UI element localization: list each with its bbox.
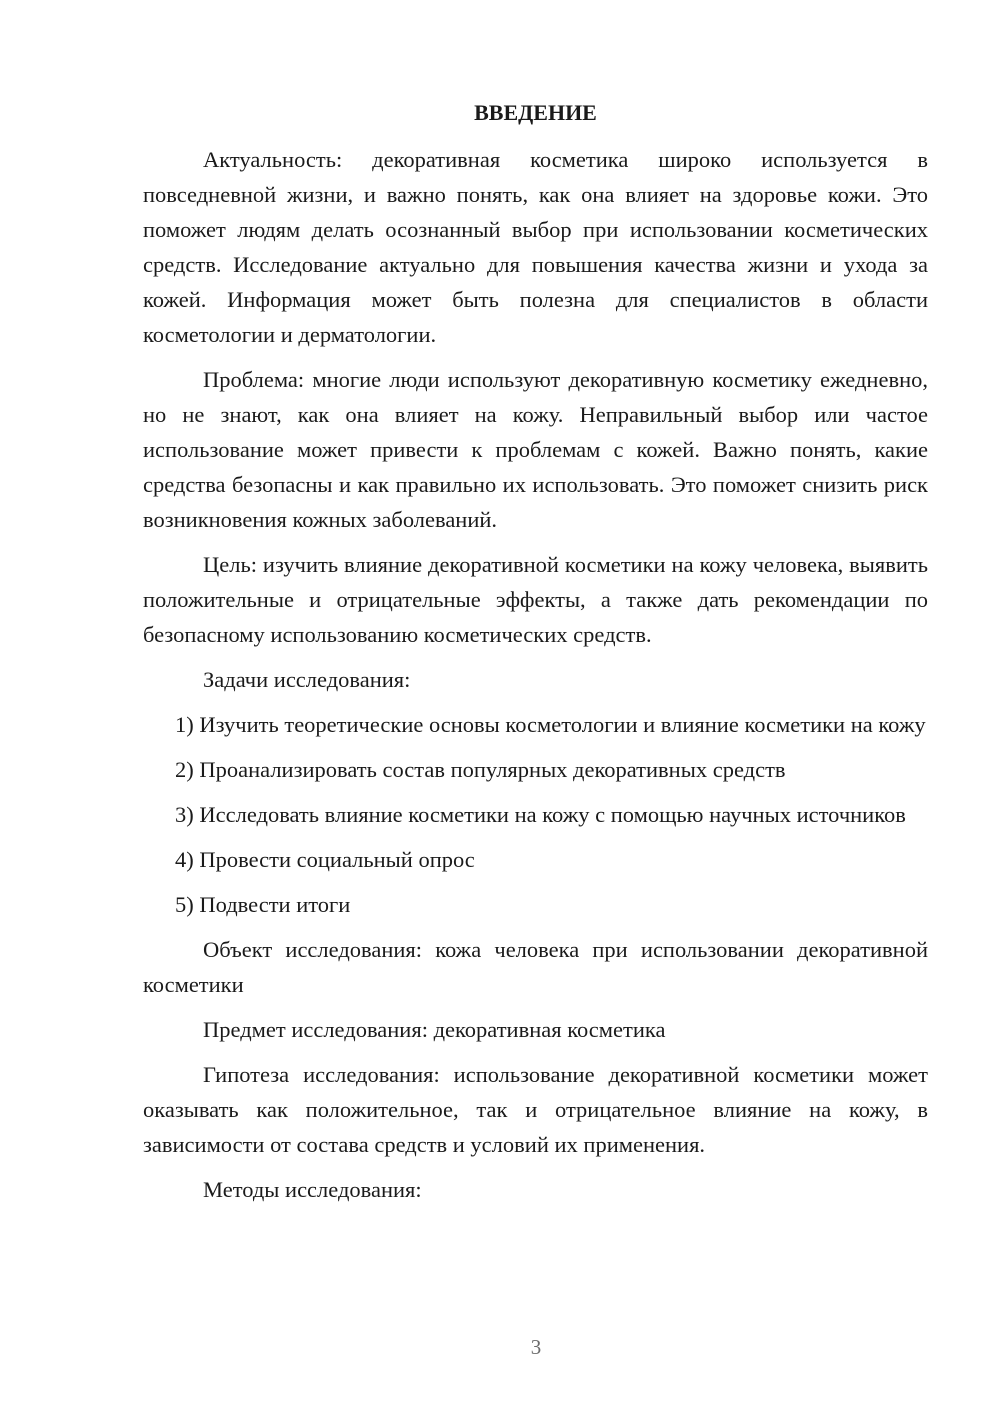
goal-paragraph: Цель: изучить влияние декоративной косметики на кожу человека, выявить положительные и отрицательные эффекты, а также дать рекомендации по безопасному использованию косметических средств.	[143, 552, 928, 647]
document-page	[143, 95, 928, 1217]
task-item-1: 1) Изучить теоретические основы косметологии и влияние косметики на кожу	[175, 712, 926, 737]
object-paragraph: Объект исследования: кожа человека при использовании декоративной косметики	[143, 937, 928, 997]
problem-paragraph: Проблема: многие люди используют декоративную косметику ежедневно, но не знают, как она влияет на кожу. Неправильный выбор или частое использование может привести к проблемам с кожей. Важно понять, какие средства безопасны и как правильно их использовать. Это поможет снизить риск возникновения кожных заболеваний.	[143, 367, 928, 532]
tasks-heading: Задачи исследования:	[203, 667, 411, 692]
relevance-paragraph: Актуальность: декоративная косметика широко используется в повседневной жизни, и важно понять, как она влияет на здоровье кожи. Это поможет людям делать осознанный выбор при использовании косметических средств. Исследование актуально для повышения качества жизни и ухода за кожей. Информация может быть полезна для специалистов в области косметологии и дерматологии.	[143, 147, 928, 347]
task-item-2: 2) Проанализировать состав популярных декоративных средств	[175, 757, 786, 782]
task-item-3: 3) Исследовать влияние косметики на кожу с помощью научных источников	[175, 802, 906, 827]
page-title: ВВЕДЕНИЕ	[474, 100, 597, 125]
hypothesis-paragraph: Гипотеза исследования: использование декоративной косметики может оказывать как положительное, так и отрицательное влияние на кожу, в зависимости от состава средств и условий их применения.	[143, 1062, 928, 1157]
page-number: 3	[530, 1335, 542, 1359]
task-item-4: 4) Провести социальный опрос	[175, 847, 475, 872]
methods-heading: Методы исследования:	[203, 1177, 422, 1202]
subject-paragraph: Предмет исследования: декоративная косметика	[203, 1017, 666, 1042]
task-item-5: 5) Подвести итоги	[175, 892, 351, 917]
